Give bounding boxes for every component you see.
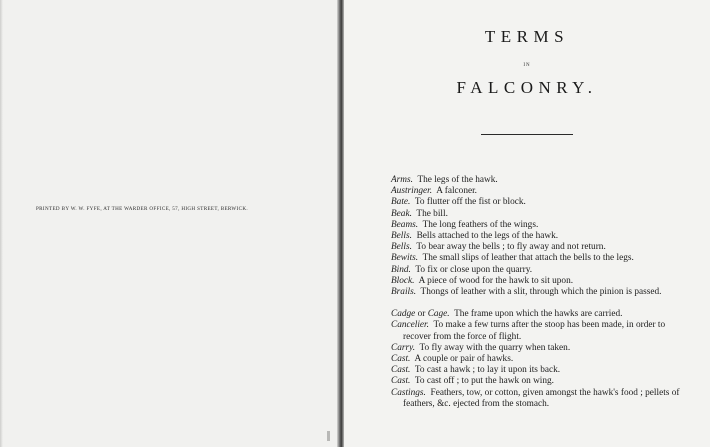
glossary-joiner: or bbox=[417, 309, 426, 320]
glossary-term: Cadge bbox=[391, 309, 416, 320]
title-rule bbox=[481, 134, 573, 135]
glossary-definition: A piece of wood for the hawk to sit upon. bbox=[418, 275, 574, 286]
page-edge-shadow bbox=[0, 0, 3, 447]
title-falconry: FALCONRY. bbox=[456, 78, 598, 97]
glossary-definition: The legs of the hawk. bbox=[417, 175, 498, 185]
glossary-entry bbox=[391, 354, 691, 365]
glossary-entry bbox=[391, 320, 691, 342]
section-gap bbox=[391, 298, 691, 309]
glossary-term: Bate. bbox=[391, 197, 411, 208]
glossary-term: Castings. bbox=[391, 387, 426, 398]
glossary-term: Brails. bbox=[391, 287, 417, 298]
left-page bbox=[0, 0, 340, 447]
right-page bbox=[344, 0, 710, 447]
glossary-term: Cast. bbox=[391, 354, 411, 365]
glossary-definition: A couple or pair of hawks. bbox=[414, 354, 514, 365]
glossary-definition: To flutter off the fist or block. bbox=[414, 197, 526, 208]
glossary-entry bbox=[391, 242, 691, 253]
glossary-entry bbox=[391, 388, 691, 410]
glossary-definition: The frame upon which the hawks are carried. bbox=[454, 309, 623, 320]
glossary-entry bbox=[391, 343, 691, 354]
glossary-term: Bind. bbox=[391, 264, 411, 275]
glossary-term: Cast. bbox=[391, 376, 411, 387]
glossary-term: Bells. bbox=[391, 231, 412, 242]
glossary-definition: Thongs of leather with a slit, through which the pinion is passed. bbox=[420, 287, 662, 298]
page-mark bbox=[327, 431, 330, 441]
glossary-entry bbox=[391, 209, 691, 220]
glossary-definition: The long feathers of the wings. bbox=[422, 219, 539, 230]
glossary-definition: To fix or close upon the quarry. bbox=[415, 264, 533, 275]
glossary-term-alt: Cage. bbox=[427, 309, 450, 320]
glossary-entry bbox=[391, 175, 691, 186]
glossary-definition: Feathers, tow, or cotton, given amongst the hawk's food ; pellets of feathers, &c. ejected from the stomach. bbox=[403, 387, 680, 409]
glossary-term: Arms. bbox=[391, 175, 413, 185]
glossary-definition: The small slips of leather that attach the bells to the legs. bbox=[422, 253, 634, 264]
glossary-term: Austringer. bbox=[391, 186, 433, 197]
glossary-entry bbox=[391, 220, 691, 231]
glossary-entry bbox=[391, 265, 691, 276]
glossary-entry bbox=[391, 309, 691, 320]
glossary-definition: To cast a hawk ; to lay it upon its back. bbox=[414, 365, 561, 376]
glossary-term: Beak. bbox=[391, 208, 412, 219]
glossary-entry bbox=[391, 276, 691, 287]
glossary-definition: A falconer. bbox=[436, 186, 478, 197]
glossary-entry bbox=[391, 287, 691, 298]
glossary-definition: To fly away with the quarry when taken. bbox=[419, 342, 571, 353]
glossary-term: Beams. bbox=[391, 219, 419, 230]
glossary-term: Carry. bbox=[391, 342, 416, 353]
glossary-definition: To make a few turns after the stoop has been made, in order to recover from the force of flight. bbox=[403, 320, 666, 342]
glossary-term: Block. bbox=[391, 275, 415, 286]
glossary-definition: To bear away the bells ; to fly away and not return. bbox=[416, 242, 606, 253]
glossary-term: Bewits. bbox=[391, 253, 419, 264]
glossary-definition: Bells attached to the legs of the hawk. bbox=[416, 231, 559, 242]
glossary-term: Cast. bbox=[391, 365, 411, 376]
title-in: IN bbox=[523, 63, 531, 68]
glossary-entry bbox=[391, 365, 691, 376]
title-terms: TERMS bbox=[484, 27, 570, 46]
glossary-entry bbox=[391, 253, 691, 264]
glossary bbox=[391, 175, 691, 410]
glossary-entry bbox=[391, 376, 691, 387]
printer-imprint: PRINTED BY W. W. FYFE, AT THE WARDER OFFICE, 57, HIGH STREET, BERWICK. bbox=[36, 206, 248, 212]
glossary-definition: The bill. bbox=[416, 208, 448, 219]
glossary-entry bbox=[391, 231, 691, 242]
glossary-entry bbox=[391, 197, 691, 208]
glossary-definition: To cast off ; to put the hawk on wing. bbox=[414, 376, 554, 387]
glossary-entry bbox=[391, 186, 691, 197]
glossary-term: Bells. bbox=[391, 242, 412, 253]
glossary-term: Cancelier. bbox=[391, 320, 429, 331]
